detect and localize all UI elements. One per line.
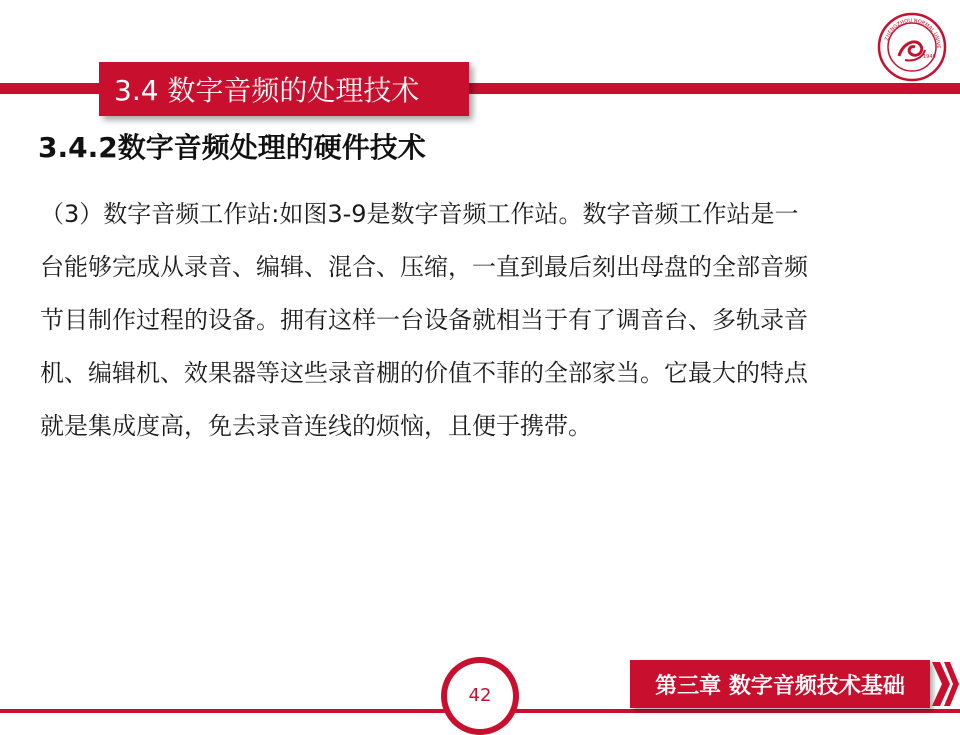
paragraph-line: 机、编辑机、效果器等这些录音棚的价值不菲的全部家当。它最大的特点 (40, 359, 808, 387)
page-number: 42 (468, 685, 492, 706)
paragraph-line: 台能够完成从录音、编辑、混合、压缩，一直到最后刻出母盘的全部音频 (40, 253, 808, 281)
paragraph-line: 就是集成度高，免去录音连线的烦恼，且便于携带。 (40, 412, 592, 440)
section-title-banner (99, 62, 469, 116)
section-title: 3.4 数字音频的处理技术 (114, 74, 420, 107)
paragraph-line: 节目制作过程的设备。拥有这样一台设备就相当于有了调音台、多轨录音 (40, 306, 808, 334)
logo-text: ZHENGZHOU NORMAL UNIVE (883, 17, 942, 49)
logo-year: 1949 (923, 54, 936, 60)
university-logo-icon (877, 12, 947, 82)
subtitle: 3.4.2数字音频处理的硬件技术 (38, 131, 426, 164)
body-paragraph (40, 188, 896, 453)
paragraph-line: （3）数字音频工作站:如图3-9是数字音频工作站。数字音频工作站是一 (40, 200, 799, 228)
double-chevron-right-icon (930, 660, 960, 708)
chapter-label: 第三章 数字音频技术基础 (655, 673, 905, 699)
chapter-label-bar (630, 660, 930, 708)
